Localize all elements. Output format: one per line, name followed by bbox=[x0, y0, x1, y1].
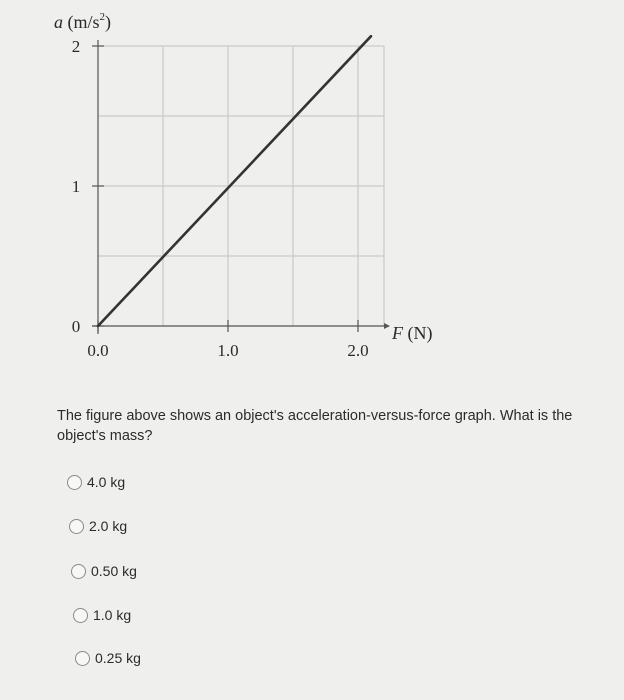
x-axis-label-symbol: F bbox=[392, 323, 403, 343]
y-axis-label bbox=[54, 11, 111, 33]
choice-0-25-kg[interactable] bbox=[75, 650, 141, 666]
choice-label: 1.0 kg bbox=[93, 607, 132, 623]
choice-1-0-kg[interactable] bbox=[73, 607, 131, 623]
radio-button[interactable] bbox=[67, 475, 82, 490]
y-tick-label: 1 bbox=[71, 177, 81, 196]
y-tick-label: 0 bbox=[71, 317, 81, 336]
chart-axes bbox=[92, 40, 390, 334]
choice-4-0-kg[interactable] bbox=[67, 474, 125, 490]
choice-label: 2.0 kg bbox=[89, 518, 128, 534]
x-axis-arrowhead bbox=[384, 323, 390, 329]
y-axis-label-exponent: 2 bbox=[99, 11, 106, 23]
x-axis-label bbox=[391, 323, 433, 344]
choice-label: 4.0 kg bbox=[87, 474, 126, 490]
chart-series bbox=[98, 36, 371, 326]
y-axis-label-unit: (m/s bbox=[63, 12, 100, 32]
radio-button[interactable] bbox=[75, 651, 90, 666]
choice-0-50-kg[interactable] bbox=[71, 563, 137, 579]
question-text: The figure above shows an object's acceleration-versus-force graph. What is the object's mass? bbox=[57, 408, 573, 444]
radio-button[interactable] bbox=[69, 519, 84, 534]
radio-button[interactable] bbox=[71, 564, 86, 579]
radio-button[interactable] bbox=[73, 608, 88, 623]
x-tick-label: 1.0 bbox=[217, 341, 239, 360]
choice-2-0-kg[interactable] bbox=[69, 518, 127, 534]
chart-grid bbox=[98, 46, 384, 326]
x-tick-label: 0.0 bbox=[87, 341, 109, 360]
x-tick-label: 2.0 bbox=[347, 341, 369, 360]
x-axis-label-unit: (N) bbox=[403, 323, 433, 343]
y-axis-label-symbol: a bbox=[54, 12, 63, 32]
y-tick-label: 2 bbox=[71, 37, 81, 56]
choice-label: 0.25 kg bbox=[95, 650, 141, 666]
choice-label: 0.50 kg bbox=[91, 563, 137, 579]
series-line bbox=[98, 36, 371, 326]
y-axis-label-close: ) bbox=[105, 12, 112, 32]
